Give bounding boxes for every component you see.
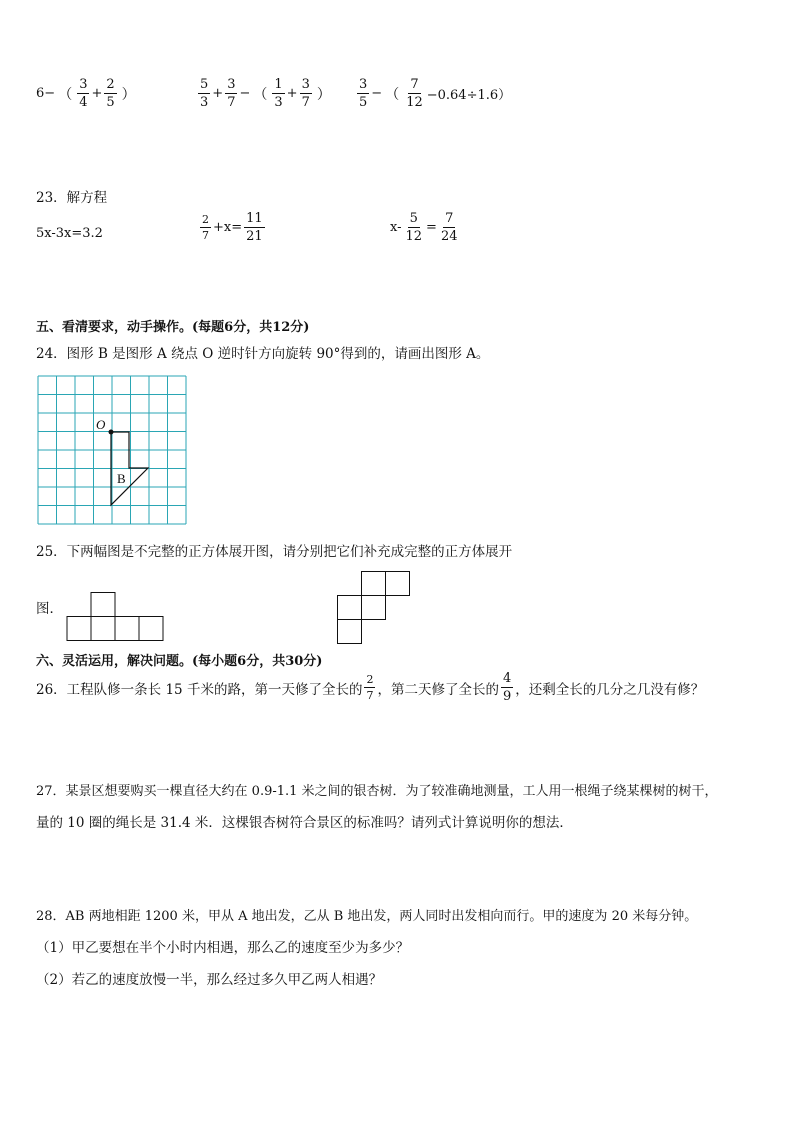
q28-line-2: （1）甲乙要想在半个小时内相遇，那么乙的速度至少为多少？	[36, 940, 410, 956]
expr-1-minus: −	[44, 86, 56, 101]
point-o	[109, 430, 114, 435]
equation-3-frac-1: $\frac{5}{12}$	[405, 211, 423, 244]
label-b: B	[117, 471, 126, 486]
section-5-title: 五、看清要求，动手操作。(每题6分，共12分)	[36, 320, 310, 335]
equation-2-frac-1: $\frac{2}{7}$	[202, 213, 209, 242]
net-2-square	[338, 620, 362, 644]
equation-2	[198, 212, 267, 243]
label-o: O	[96, 417, 106, 432]
expr-3-frac-2: $\frac{7}{12}$	[406, 77, 423, 110]
expr-2-frac-2: $\frac{3}{7}$	[227, 77, 236, 110]
expr-2-plus: +	[212, 86, 224, 101]
expr-2-lparen: （	[253, 86, 268, 103]
q25-line-1: 25．下两幅图是不完整的正方体展开图，请分别把它们补充成完整的正方体展开	[36, 544, 513, 560]
q26-frac-2: $\frac{4}{9}$	[502, 671, 512, 704]
net-1-square	[91, 593, 115, 617]
equation-3-equals: =	[426, 220, 437, 235]
net-2-square	[362, 596, 386, 620]
equation-1: 5x-3x=3.2	[36, 226, 103, 241]
rotation-grid-figure	[37, 375, 187, 525]
q23-title: 23．解方程	[36, 190, 108, 206]
expr-3-rest: −0.64÷1.6）	[426, 88, 512, 103]
net-1-square	[67, 617, 91, 641]
q26-frac-1: $\frac{2}{7}$	[366, 673, 374, 702]
expr-1-plus: +	[91, 86, 103, 101]
equation-3-pre: x-	[390, 220, 402, 235]
expr-1	[36, 78, 139, 109]
expr-2-rparen: ）	[316, 86, 331, 103]
expr-3-frac-1: $\frac{3}{5}$	[359, 77, 368, 110]
expr-3-lparen: （	[385, 86, 400, 103]
expr-3-minus: −	[371, 86, 383, 101]
net-2-square	[338, 596, 362, 620]
expr-2	[196, 78, 334, 109]
expr-1-lparen: （	[58, 86, 73, 103]
expr-3	[355, 78, 511, 109]
expr-1-number: 6	[36, 86, 45, 101]
grid-lines	[38, 376, 186, 524]
cube-net-2	[337, 571, 417, 647]
net-2-square	[386, 572, 410, 596]
equation-3-frac-2: $\frac{7}{24}$	[440, 211, 458, 244]
net-1-square	[91, 617, 115, 641]
expr-1-frac-2: $\frac{2}{5}$	[106, 77, 115, 110]
net-1-square	[115, 617, 139, 641]
section-6-title: 六、灵活运用，解决问题。(每小题6分，共30分)	[36, 654, 323, 669]
equation-3	[390, 212, 462, 243]
q26-text	[36, 672, 704, 703]
expr-2-frac-1: $\frac{5}{3}$	[200, 77, 209, 110]
expr-2-plus-2: +	[286, 86, 298, 101]
q26-post: ，还剩全长的几分之几没有修？	[515, 681, 705, 698]
expr-1-rparen: ）	[121, 86, 136, 103]
q27-line-2: 量的 10 圈的绳长是 31.4 米．这棵银杏树符合景区的标准吗？请列式计算说明你的想法．	[36, 815, 573, 831]
expr-2-frac-4: $\frac{3}{7}$	[301, 77, 310, 110]
q25-line-2: 图．	[36, 601, 63, 617]
q28-line-1: 28．AB 两地相距 1200 米，甲从 A 地出发，乙从 B 地出发，两人同时出发相向而行。甲的速度为 20 米每分钟。	[36, 909, 698, 924]
equation-2-mid: +x=	[213, 220, 243, 235]
net-2-square	[362, 572, 386, 596]
q24-text: 24．图形 B 是图形 A 绕点 O 逆时针方向旋转 90°得到的，请画出图形 A。	[36, 346, 490, 362]
expr-2-frac-3: $\frac{1}{3}$	[274, 77, 283, 110]
q26-pre: 26．工程队修一条长 15 千米的路，第一天修了全长的	[36, 681, 363, 698]
q26-mid: ，第二天修了全长的	[377, 681, 499, 698]
cube-net-1	[66, 592, 166, 642]
q27-line-1: 27．某景区想要购买一棵直径大约在 0.9-1.1 米之间的银杏树．为了较准确地测量，工人用一根绳子绕某棵树的树干，	[36, 784, 718, 799]
net-1-square	[139, 617, 163, 641]
expr-1-frac-1: $\frac{3}{4}$	[79, 77, 88, 110]
expr-2-minus: −	[239, 86, 251, 101]
equation-2-frac-2: $\frac{11}{21}$	[246, 211, 263, 244]
q28-line-3: （2）若乙的速度放慢一半，那么经过多久甲乙两人相遇？	[36, 972, 383, 988]
